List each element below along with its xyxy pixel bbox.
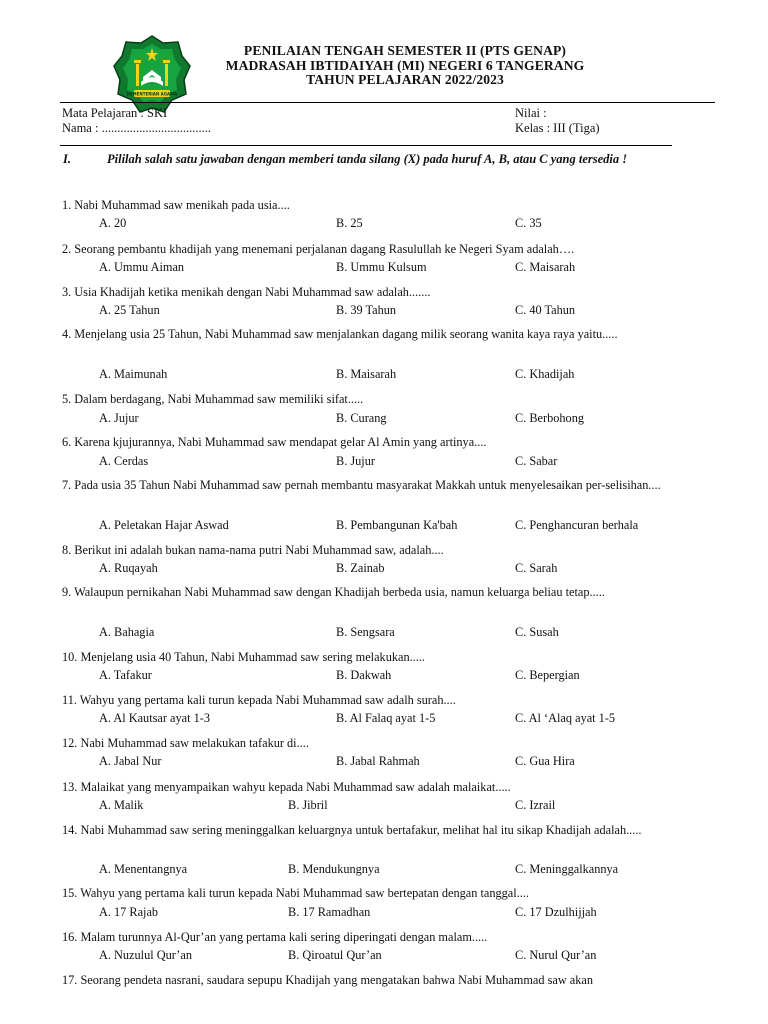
question-9-option-a[interactable]: A. Bahagia	[99, 625, 155, 639]
score-field[interactable]: Nilai :	[515, 106, 547, 120]
info-divider	[60, 145, 672, 146]
question-1-option-b[interactable]: B. 25	[336, 216, 363, 230]
question-12: 12. Nabi Muhammad saw melakukan tafakur di....	[62, 736, 309, 750]
question-3-option-c[interactable]: C. 40 Tahun	[515, 303, 576, 317]
header-divider	[60, 102, 715, 103]
question-14: 14. Nabi Muhammad saw sering meninggalkan keluargnya untuk bertafakur, melihat hal itu sikap Khadijah adalah.....	[62, 823, 642, 837]
exam-header	[180, 44, 630, 88]
question-5-option-a[interactable]: A. Jujur	[99, 411, 139, 425]
question-11-option-b[interactable]: B. Al Falaq ayat 1-5	[336, 711, 436, 725]
question-16-option-c[interactable]: C. Nurul Qur’an	[515, 948, 597, 962]
question-13-option-c[interactable]: C. Izrail	[515, 798, 556, 812]
question-8-option-c[interactable]: C. Sarah	[515, 561, 558, 575]
student-name-field[interactable]: Nama : ...................................	[62, 121, 211, 135]
question-11-option-c[interactable]: C. Al ‘Alaq ayat 1-5	[515, 711, 616, 725]
question-5-option-b[interactable]: B. Curang	[336, 411, 387, 425]
header-line-3: TAHUN PELAJARAN 2022/2023	[306, 72, 504, 87]
question-12-option-b[interactable]: B. Jabal Rahmah	[336, 754, 420, 768]
question-5-option-c[interactable]: C. Berbohong	[515, 411, 584, 425]
question-14-option-a[interactable]: A. Menentangnya	[99, 862, 188, 876]
question-1-option-c[interactable]: C. 35	[515, 216, 542, 230]
question-3: 3. Usia Khadijah ketika menikah dengan Nabi Muhammad saw adalah.......	[62, 285, 431, 299]
question-13: 13. Malaikat yang menyampaikan wahyu kepada Nabi Muhammad saw adalah malaikat.....	[62, 780, 511, 794]
question-5: 5. Dalam berdagang, Nabi Muhammad saw memiliki sifat.....	[62, 392, 364, 406]
question-9-option-c[interactable]: C. Susah	[515, 625, 559, 639]
question-6-option-b[interactable]: B. Jujur	[336, 454, 375, 468]
question-4-option-a[interactable]: A. Maimunah	[99, 367, 168, 381]
question-9-option-b[interactable]: B. Sengsara	[336, 625, 395, 639]
question-7: 7. Pada usia 35 Tahun Nabi Muhammad saw pernah membantu masyarakat Makkah untuk menyelesaikan per-selisihan....	[62, 478, 661, 492]
question-6-option-a[interactable]: A. Cerdas	[99, 454, 149, 468]
question-15-option-c[interactable]: C. 17 Dzulhijjah	[515, 905, 597, 919]
header-line-1: PENILAIAN TENGAH SEMESTER II (PTS GENAP)	[243, 43, 567, 58]
question-15: 15. Wahyu yang pertama kali turun kepada Nabi Muhammad saw bertepatan dengan tanggal....	[62, 886, 529, 900]
question-17: 17. Seorang pendeta nasrani, saudara sepupu Khadijah yang mengatakan bahwa Nabi Muhammad saw akan	[62, 973, 593, 987]
question-14-option-b[interactable]: B. Mendukungnya	[288, 862, 380, 876]
question-16-option-a[interactable]: A. Nuzulul Qur’an	[99, 948, 193, 962]
question-7-option-c[interactable]: C. Penghancuran berhala	[515, 518, 639, 532]
question-4-option-b[interactable]: B. Maisarah	[336, 367, 397, 381]
question-2-option-b[interactable]: B. Ummu Kulsum	[336, 260, 427, 274]
subject-label: Mata Pelajaran : SKI	[62, 106, 168, 120]
question-10: 10. Menjelang usia 40 Tahun, Nabi Muhammad saw sering melakukan.....	[62, 650, 425, 664]
question-4: 4. Menjelang usia 25 Tahun, Nabi Muhammad saw menjalankan dagang milik seorang wanita kaya raya yaitu.....	[62, 327, 618, 341]
question-1: 1. Nabi Muhammad saw menikah pada usia....	[62, 198, 290, 212]
question-14-option-c[interactable]: C. Meninggalkannya	[515, 862, 619, 876]
question-8: 8. Berikut ini adalah bukan nama-nama putri Nabi Muhammad saw, adalah....	[62, 543, 444, 557]
question-7-option-b[interactable]: B. Pembangunan Ka'bah	[336, 518, 458, 532]
header-line-2: MADRASAH IBTIDAIYAH (MI) NEGERI 6 TANGERANG	[225, 57, 585, 73]
question-16-option-b[interactable]: B. Qiroatul Qur’an	[288, 948, 382, 962]
question-3-option-b[interactable]: B. 39 Tahun	[336, 303, 397, 317]
logo-text: KEMENTERIAN AGAMA	[126, 91, 178, 97]
question-3-option-a[interactable]: A. 25 Tahun	[99, 303, 160, 317]
question-15-option-a[interactable]: A. 17 Rajab	[99, 905, 159, 919]
section-number: I.	[63, 152, 71, 166]
question-13-option-a[interactable]: A. Malik	[99, 798, 144, 812]
instruction-text: Pililah salah satu jawaban dengan memberi tanda silang (X) pada huruf A, B, atau C yang tersedia !	[107, 152, 628, 166]
question-12-option-c[interactable]: C. Gua Hira	[515, 754, 575, 768]
question-9: 9. Walaupun pernikahan Nabi Muhammad saw dengan Khadijah berbeda usia, namun keluarga beliau tetap.....	[62, 585, 605, 599]
question-12-option-a[interactable]: A. Jabal Nur	[99, 754, 162, 768]
question-6: 6. Karena kjujurannya, Nabi Muhammad saw mendapat gelar Al Amin yang artinya....	[62, 435, 487, 449]
question-16: 16. Malam turunnya Al-Qur’an yang pertama kali sering diperingati dengan malam.....	[62, 930, 488, 944]
question-15-option-b[interactable]: B. 17 Ramadhan	[288, 905, 371, 919]
question-10-option-a[interactable]: A. Tafakur	[99, 668, 152, 682]
question-1-option-a[interactable]: A. 20	[99, 216, 127, 230]
question-11: 11. Wahyu yang pertama kali turun kepada Nabi Muhammad saw adalh surah....	[62, 693, 456, 707]
question-2: 2. Seorang pembantu khadijah yang menemani perjalanan dagang Rasulullah ke Negeri Syam adalah….	[62, 242, 575, 256]
question-11-option-a[interactable]: A. Al Kautsar ayat 1-3	[99, 711, 210, 725]
question-6-option-c[interactable]: C. Sabar	[515, 454, 558, 468]
question-13-option-b[interactable]: B. Jibril	[288, 798, 328, 812]
question-7-option-a[interactable]: A. Peletakan Hajar Aswad	[99, 518, 229, 532]
question-10-option-b[interactable]: B. Dakwah	[336, 668, 392, 682]
question-2-option-a[interactable]: A. Ummu Aiman	[99, 260, 185, 274]
question-10-option-c[interactable]: C. Bepergian	[515, 668, 580, 682]
question-8-option-a[interactable]: A. Ruqayah	[99, 561, 158, 575]
question-2-option-c[interactable]: C. Maisarah	[515, 260, 576, 274]
question-8-option-b[interactable]: B. Zainab	[336, 561, 385, 575]
question-4-option-c[interactable]: C. Khadijah	[515, 367, 575, 381]
grade-label: Kelas : III (Tiga)	[515, 121, 600, 135]
